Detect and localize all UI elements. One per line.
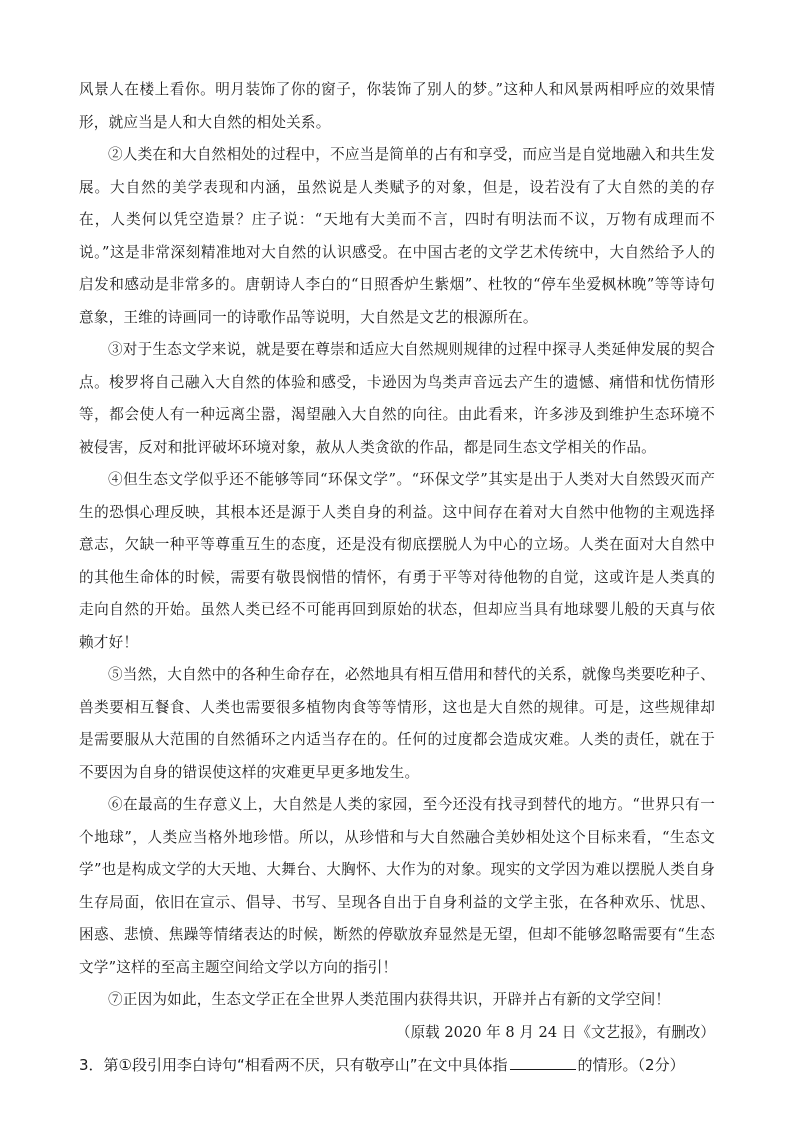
paragraph-continued: 风景人在楼上看你。明月装饰了你的窗子，你装饰了别人的梦。”这种人和风景两相呼应的效果情形，就应当是人和大自然的相处关系。 — [79, 81, 715, 131]
paragraph-6: ⑥在最高的生存意义上，大自然是人类的家园，至今还没有找寻到替代的地方。“世界只有一个地球”，人类应当格外地珍惜。所以，从珍惜和与大自然融合美妙相处这个目标来看，“生态文学”也是构成文学的大天地、大舞台、大胸怀、大作为的对象。现实的文学因为难以摆脱人类自身生存局面，依旧在宣示、倡导、书写、呈现各自出于自身利益的文学主张，在各种欢乐、忧思、困惑、悲愤、焦躁等情绪表达的时候，断然的停歇放弃显然是无望，但却不能够忽略需要有“生态文学”这样的至高主题空间给文学以方向的指引！ — [79, 796, 715, 976]
paragraph-2: ②人类在和大自然相处的过程中，不应当是简单的占有和享受，而应当是自觉地融入和共生发展。大自然的美学表现和内涵，虽然说是人类赋予的对象，但是，设若没有了大自然的美的存在，人类何以凭空造景？庄子说：“天地有大美而不言，四时有明法而不议，万物有成理而不说。”这是非常深刻精准地对大自然的认识感受。在中国古老的文学艺术传统中，大自然给予人的启发和感动是非常多的。唐朝诗人李白的“日照香炉生紫烟”、杜牧的“停车坐爱枫林晚”等等诗句意象，王维的诗画同一的诗歌作品等说明，大自然是文艺的根源所在。 — [79, 146, 715, 326]
paragraph-4: ④但生态文学似乎还不能够等同“环保文学”。“环保文学”其实是出于人类对大自然毁灭而产生的恐惧心理反映，其根本还是源于人类自身的利益。这中间存在着对大自然中他物的主观选择意志，欠缺一种平等尊重互生的态度，还是没有彻底摆脱人为中心的立场。人类在面对大自然中的其他生命体的时候，需要有敬畏悯惜的情怀，有勇于平等对待他物的自觉，这或许是人类真的走向自然的开始。虽然人类已经不可能再回到原始的状态，但却应当具有地球婴儿般的天真与依赖才好！ — [79, 471, 715, 651]
paragraph-5: ⑤当然，大自然中的各种生命存在，必然地具有相互借用和替代的关系，就像鸟类要吃种子、兽类要相互餐食、人类也需要很多植物肉食等等情形，这也是大自然的规律。可是，这些规律却是需要服从大范围的自然循环之内适当存在的。任何的过度都会造成灾难。人类的责任，就在于不要因为自身的错误使这样的灾难更早更多地发生。 — [79, 666, 715, 781]
question-prefix: 3．第①段引用李白诗句“相看两不厌，只有敬亭山”在文中具体指 — [79, 1056, 508, 1074]
document-page — [79, 74, 715, 1082]
question-3 — [79, 1049, 715, 1082]
question-suffix: 的情形。（2分） — [577, 1056, 685, 1074]
paragraph-7: ⑦正因为如此，生态文学正在全世界人类范围内获得共识，开辟并占有新的文学空间！ — [108, 991, 671, 1008]
answer-blank[interactable] — [510, 1053, 576, 1070]
paragraph-3: ③对于生态文学来说，就是要在尊崇和适应大自然规则规律的过程中探寻人类延伸发展的契合点。梭罗将自己融入大自然的体验和感受，卡逊因为鸟类声音远去产生的遗憾、痛惜和忧伤情形等，都会使人有一种远离尘嚣，渴望融入大自然的向往。由此看来，许多涉及到维护生态环境不被侵害，反对和批评破坏环境对象，赦从人类贪欲的作品，都是同生态文学相关的作品。 — [79, 341, 715, 456]
source-citation: （原载 2020 年 8 月 24 日《文艺报》，有删改） — [395, 1023, 715, 1041]
